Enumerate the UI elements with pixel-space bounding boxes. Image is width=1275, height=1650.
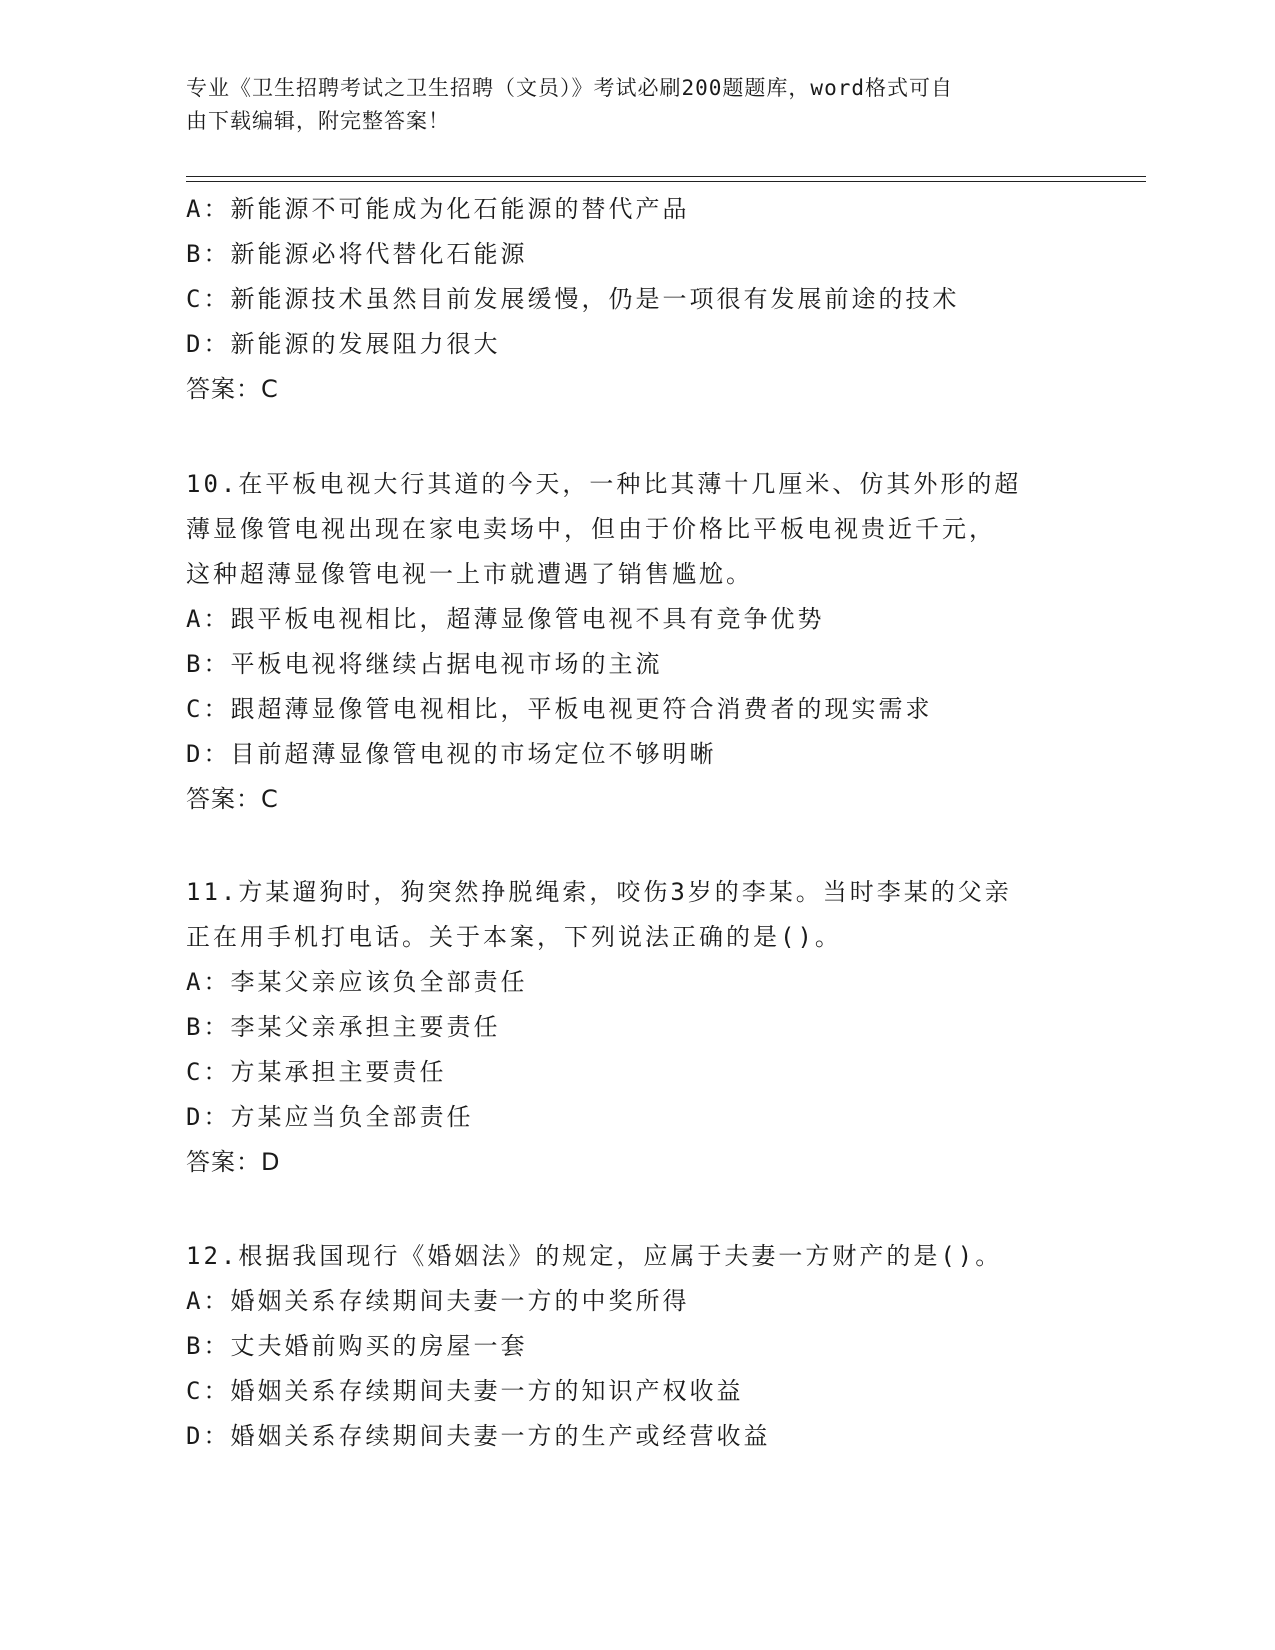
q10-answer: 答案：C <box>186 785 279 813</box>
q12-text <box>186 1234 1086 1279</box>
q10-option-b: B：平板电视将继续占据电视市场的主流 <box>186 650 663 678</box>
header-divider-top <box>186 176 1146 177</box>
q11-option-a: A：李某父亲应该负全部责任 <box>186 968 528 996</box>
q9-option-b: B：新能源必将代替化石能源 <box>186 240 528 268</box>
q10-option-c: C：跟超薄显像管电视相比，平板电视更符合消费者的现实需求 <box>186 695 933 723</box>
header-line-2: 由下载编辑，附完整答案！ <box>186 109 450 133</box>
question-12 <box>186 1234 1086 1459</box>
document-header <box>186 72 1066 138</box>
q10-text-line-3: 这种超薄显像管电视一上市就遭遇了销售尴尬。 <box>186 560 753 588</box>
q10-text <box>186 462 1086 597</box>
q12-option-d: D：婚姻关系存续期间夫妻一方的生产或经营收益 <box>186 1422 771 1450</box>
q12-option-b: B：丈夫婚前购买的房屋一套 <box>186 1332 528 1360</box>
q12-option-c: C：婚姻关系存续期间夫妻一方的知识产权收益 <box>186 1377 744 1405</box>
q11-text-line-2: 正在用手机打电话。关于本案，下列说法正确的是()。 <box>186 923 842 951</box>
header-line-1: 专业《卫生招聘考试之卫生招聘（文员）》考试必刷200题题库，word格式可自 <box>186 76 953 100</box>
q12-option-a: A：婚姻关系存续期间夫妻一方的中奖所得 <box>186 1287 690 1315</box>
q10-option-d: D：目前超薄显像管电视的市场定位不够明晰 <box>186 740 717 768</box>
question-11 <box>186 870 1086 1185</box>
q9-option-c: C：新能源技术虽然目前发展缓慢，仍是一项很有发展前途的技术 <box>186 285 960 313</box>
q11-option-b: B：李某父亲承担主要责任 <box>186 1013 501 1041</box>
question-9 <box>186 187 1086 412</box>
q9-option-d: D：新能源的发展阻力很大 <box>186 330 501 358</box>
q11-text <box>186 870 1086 960</box>
q10-option-a: A：跟平板电视相比，超薄显像管电视不具有竞争优势 <box>186 605 825 633</box>
q11-text-line-1: 11.方某遛狗时，狗突然挣脱绳索，咬伤3岁的李某。当时李某的父亲 <box>186 878 1012 906</box>
question-10 <box>186 462 1086 822</box>
q11-answer: 答案：D <box>186 1148 281 1176</box>
q9-answer: 答案：C <box>186 375 279 403</box>
q11-option-c: C：方某承担主要责任 <box>186 1058 447 1086</box>
header-divider-bottom <box>186 181 1146 182</box>
q11-option-d: D：方某应当负全部责任 <box>186 1103 474 1131</box>
q9-option-a: A：新能源不可能成为化石能源的替代产品 <box>186 195 690 223</box>
q12-text-line-1: 12.根据我国现行《婚姻法》的规定，应属于夫妻一方财产的是()。 <box>186 1242 1003 1270</box>
q10-text-line-1: 10.在平板电视大行其道的今天，一种比其薄十几厘米、仿其外形的超 <box>186 470 1022 498</box>
q10-text-line-2: 薄显像管电视出现在家电卖场中，但由于价格比平板电视贵近千元， <box>186 515 996 543</box>
